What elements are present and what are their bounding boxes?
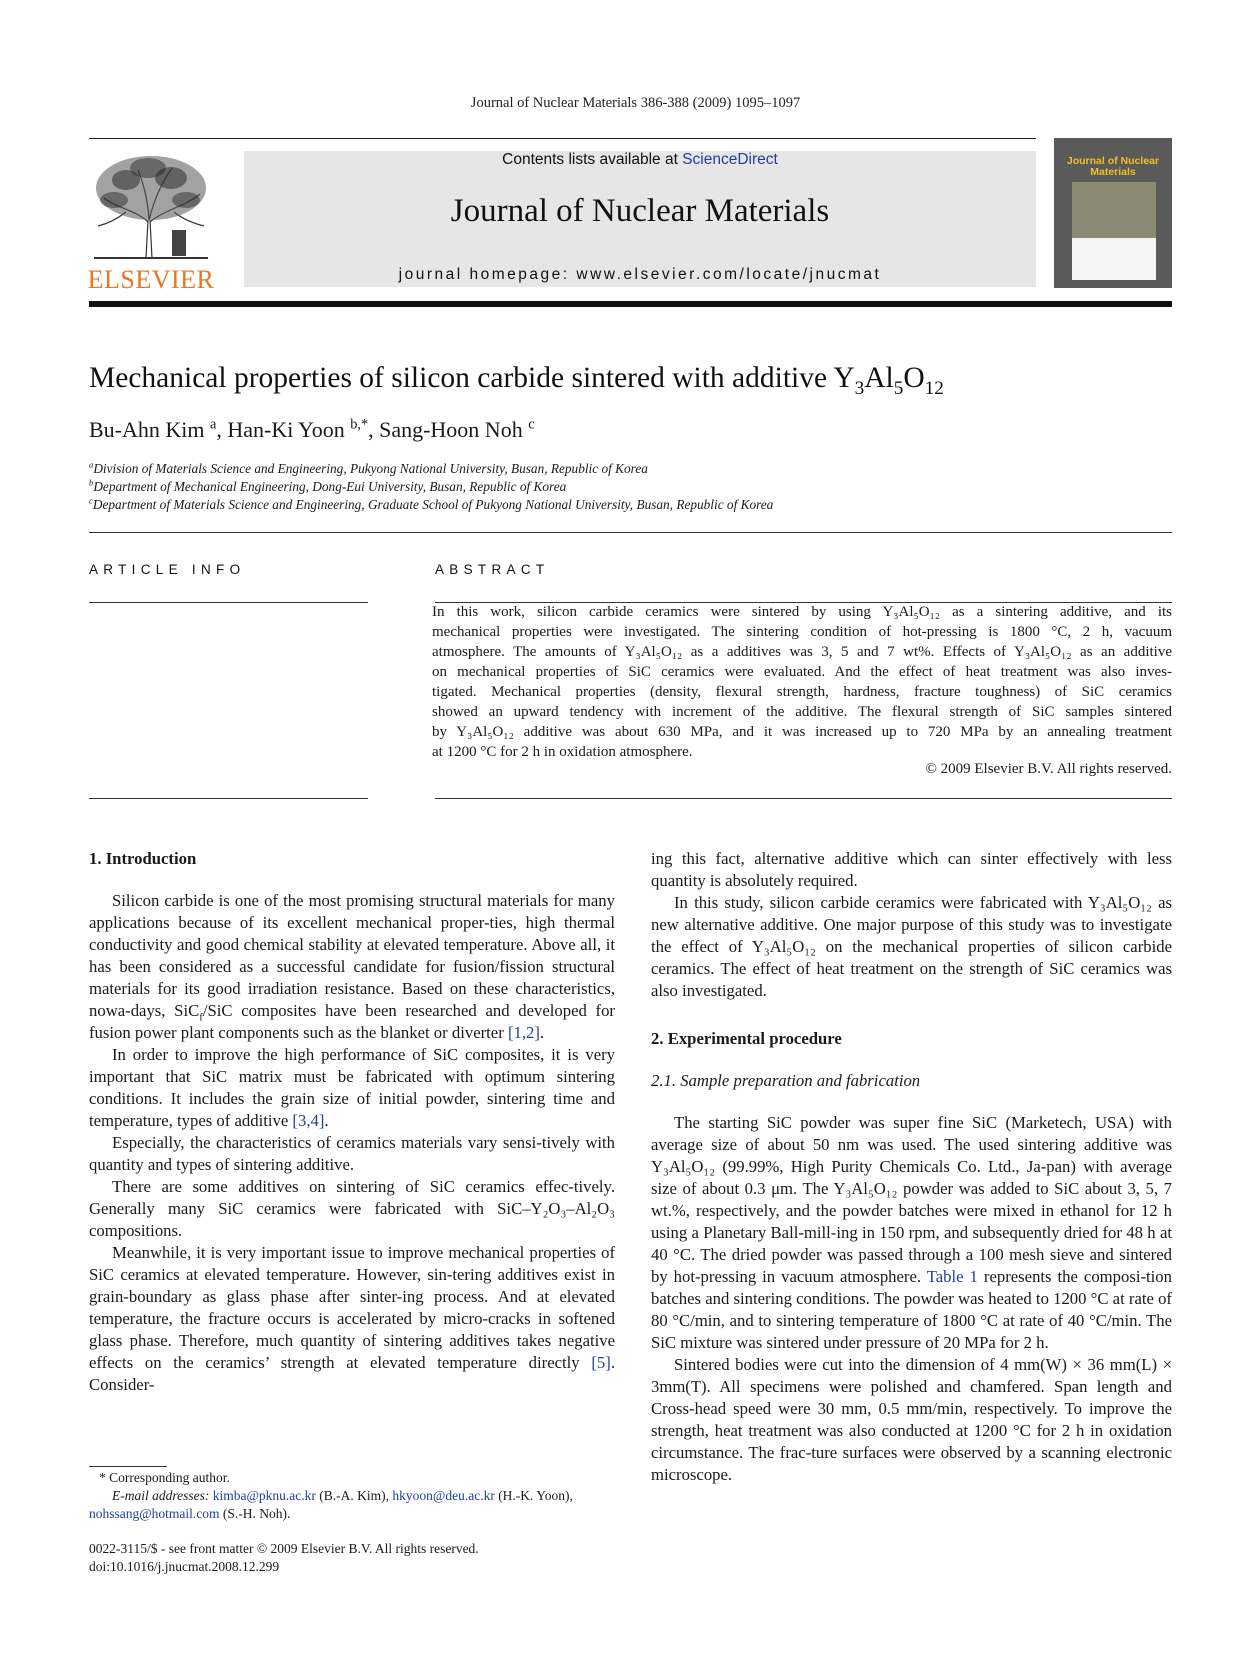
sciencedirect-link[interactable]: ScienceDirect xyxy=(682,151,778,168)
left-column xyxy=(89,848,615,1396)
running-head: Journal of Nuclear Materials 386-388 (2009) 1095–1097 xyxy=(470,95,801,111)
corresponding-author-note: * Corresponding author. xyxy=(99,1470,230,1485)
paragraph: Silicon carbide is one of the most promising structural materials for many applications because of its excellent mechanical proper-ties, high thermal conductivity and good chemical stability at elevated temperature. Above all, it has been considered as a successful candidate for fusion/fission structural materials for its good irradiation resistance. Based on these characteristics, nowa-days, SiC$_f$/SiC composites have been researched and developed for fusion power plant components such as the blanket or diverter [1,2]. xyxy=(89,891,615,1042)
journal-title: Journal of Nuclear Materials xyxy=(450,193,830,229)
affiliation: $^c$Department of Materials Science and Engineering, Graduate School of Pukyong National University, Busan, Republic of Korea xyxy=(89,495,774,512)
issn-line: 0022-3115/$ - see front matter © 2009 Elsevier B.V. All rights reserved. xyxy=(89,1541,479,1556)
section-heading-introduction: 1. Introduction xyxy=(89,849,197,868)
citation-link[interactable]: [5] xyxy=(591,1353,611,1372)
affiliation: $^b$Department of Mechanical Engineering, Dong-Eui University, Busan, Republic of Korea xyxy=(89,477,567,494)
email-link[interactable]: nohssang@hotmail.com xyxy=(89,1506,220,1521)
front-matter xyxy=(89,1540,479,1576)
paragraph: In this study, silicon carbide ceramics were fabricated with Y₃Al₅O₁₂ as new alternative additive. One major purpose of this study was to investigate the effect of Y₃Al₅O₁₂ on the mechanical properties of silicon carbide ceramics. The effect of heat treatment on the strength of SiC ceramics was also investigated. xyxy=(651,893,1172,1000)
elsevier-wordmark: ELSEVIER xyxy=(87,265,215,294)
right-column xyxy=(651,848,1172,1486)
journal-cover xyxy=(1054,138,1172,288)
doi-line[interactable]: doi:10.1016/j.jnucmat.2008.12.299 xyxy=(89,1559,280,1574)
contents-prefix: Contents lists available at xyxy=(502,151,683,168)
author-name[interactable]: Bu-Ahn Kim xyxy=(89,417,205,442)
contents-line xyxy=(244,151,1036,169)
email-line: nohssang@hotmail.com (S.-H. Noh). xyxy=(89,1506,291,1521)
paragraph: There are some additives on sintering of SiC ceramics effec-tively. Generally many SiC ceramics were fabricated with SiC–Y₂O₃–Al₂O₃ compositions. xyxy=(89,1177,615,1240)
affiliation: $^a$Division of Materials Science and Engineering, Pukyong National University, Busan, Republic of Korea xyxy=(89,459,648,476)
citation-link[interactable]: [1,2] xyxy=(507,1023,540,1042)
abstract-copyright: © 2009 Elsevier B.V. All rights reserved. xyxy=(925,761,1172,777)
section-heading-experimental: 2. Experimental procedure xyxy=(651,1029,842,1048)
author-list: Bu-Ahn Kim $^a$, Han-Ki Yoon $^{b,*}$, Sang-Hoon Noh $^c$ xyxy=(89,416,535,442)
article-info-rule-bottom xyxy=(89,798,368,799)
header-rule xyxy=(89,138,1036,139)
email-line: E-mail addresses: kimba@pknu.ac.kr (B.-A. Kim), hkyoon@deu.ac.kr (H.-K. Yoon), xyxy=(112,1488,573,1503)
abstract-body: In this work, silicon carbide ceramics were sintered by using Y₃Al₅O₁₂ as a sintering additive, and its mechanical properties were investigated. The sintering condition of hot-pressing is 1800 °C, 2 h, vacuum atmosphere. The amounts of Y₃Al₅O₁₂ as a additives was 3, 5 and 7 wt%. Effects of Y₃Al₅O₁₂ as an additive on mechanical properties of SiC ceramics were evaluated. And the effect of heat treatment was also inves- tigated. Mechanical properties (density, flexural strength, hardness, fracture toughness) of SiC ceramics showed an upward tendency with increment of the additive. The flexural strength of SiC samples sintered by Y₃Al₅O₁₂ additive was about 630 MPa, and it was increased up to 720 MPa by an annealing treatment at 1200 °C for 2 h in oxidation atmosphere. xyxy=(432,604,1172,760)
affiliation-rule xyxy=(89,532,1172,533)
paragraph: Meanwhile, it is very important issue to improve mechanical properties of SiC ceramics at elevated temperature. However, sin-tering additives exist in grain-boundary as glass phase after sinter-ing process. And at elevated temperature, the fracture occurs is accelerated by micro-cracks in softened glass phase. Therefore, much quantity of sintering additives takes negative effects on the ceramics’ strength at elevated temperature directly [5]. Consider- xyxy=(89,1243,615,1394)
table-link[interactable]: Table 1 xyxy=(926,1267,978,1286)
journal-banner xyxy=(244,151,1036,287)
banner-bottom-rule xyxy=(89,301,1172,307)
email-link[interactable]: kimba@pknu.ac.kr xyxy=(212,1488,316,1503)
author-name[interactable]: Sang-Hoon Noh xyxy=(379,417,523,442)
cover-image xyxy=(1072,182,1156,238)
paragraph: Sintered bodies were cut into the dimension of 4 mm(W) × 36 mm(L) × 3mm(T). All specimens were polished and chamfered. Span length and Cross-head speed were 30 mm, 0.5 mm/min, respectively. To improve the strength, heat treatment was also conducted at 1200 °C for 2 h in oxidation circumstance. The frac-ture surfaces were observed by a scanning electronic microscope. xyxy=(651,1355,1172,1484)
paragraph: Especially, the characteristics of ceramics materials vary sensi-tively with quantity and types of sintering additive. xyxy=(89,1133,615,1174)
footnote xyxy=(89,1469,612,1523)
elsevier-logo xyxy=(86,150,216,294)
subsection-heading: 2.1. Sample preparation and fabrication xyxy=(651,1071,921,1090)
tree-icon xyxy=(86,150,216,262)
paragraph: The starting SiC powder was super fine SiC (Marketech, USA) with average size of about 50 nm was used. The used sintering additive was Y₃Al₅O₁₂ (99.99%, High Purity Chemicals Co. Ltd., Ja-pan) with average size of about 0.3 μm. The Y₃Al₅O₁₂ powder was added to SiC about 3, 5, 7 wt.%, respectively, and the powder batches were mixed in ethanol for 12 h using a Planetary Ball-mill-ing in 150 rpm, and subsequently dried for 48 h at 40 °C. The dried powder was passed through a 100 mesh sieve and sintered by hot-pressing in vacuum atmosphere. Table 1 represents the composi-tion batches and sintering conditions. The powder was heated to 1200 °C at rate of 80 °C/min, and to sintering temperature of 1800 °C at rate of 40 °C/min. The SiC mixture was sintered under pressure of 20 MPa for 2 h. xyxy=(651,1113,1172,1352)
article-info-rule-top xyxy=(89,602,368,603)
abstract-heading: ABSTRACT xyxy=(435,562,550,577)
article-info-heading: ARTICLE INFO xyxy=(89,562,246,577)
author-name[interactable]: Han-Ki Yoon xyxy=(227,417,345,442)
paragraph: In order to improve the high performance of SiC composites, it is very important that SiC matrix must be fabricated with optimum sintering conditions. It includes the grain size of initial powder, sintering time and temperature, types of additive [3,4]. xyxy=(89,1045,615,1130)
cover-panel xyxy=(1072,238,1156,280)
cover-title: Journal of Nuclear Materials xyxy=(1066,155,1160,178)
article-title: Mechanical properties of silicon carbide sintered with additive $Y_3Al_5O_{12}$ xyxy=(89,362,944,399)
journal-homepage[interactable]: journal homepage: www.elsevier.com/locate/jnucmat xyxy=(398,266,882,283)
footnote-rule xyxy=(89,1466,167,1467)
paragraph: ing this fact, alternative additive which can sinter effectively with less quantity is absolutely required. xyxy=(651,849,1172,890)
citation-link[interactable]: [3,4] xyxy=(292,1111,325,1130)
email-link[interactable]: hkyoon@deu.ac.kr xyxy=(392,1488,495,1503)
abstract-rule-bottom xyxy=(435,798,1172,799)
